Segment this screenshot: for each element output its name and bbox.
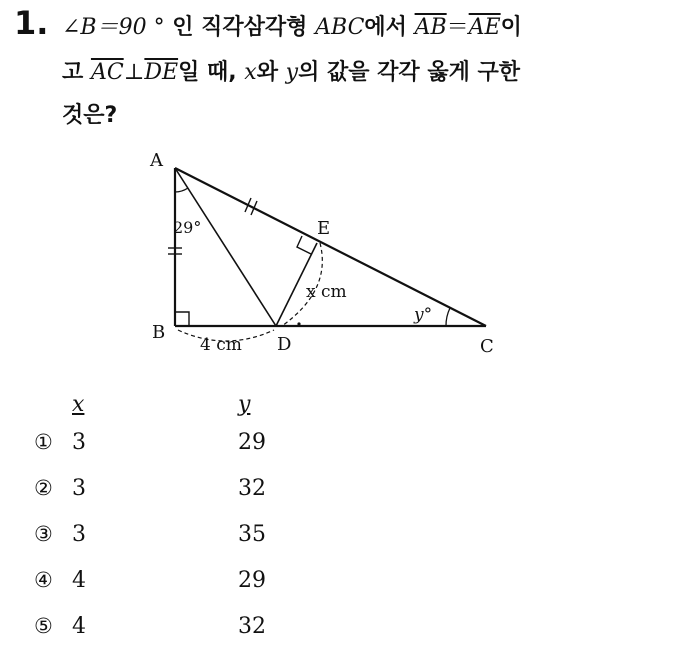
angle-label-29: 29° <box>173 218 202 237</box>
choice-x-value: 4 <box>72 568 86 593</box>
segment-ac: $\overline{AC}$ <box>90 60 124 85</box>
question-text: 에서 <box>364 15 407 40</box>
choice-row[interactable] <box>34 430 334 460</box>
point-label-c: C <box>480 336 494 357</box>
choice-x-value: 3 <box>72 430 86 455</box>
question-line-2 <box>62 55 520 86</box>
choice-x-value: 3 <box>72 522 86 547</box>
choice-mark: ③ <box>34 522 53 546</box>
question-text: 의 값을 각각 옳게 구한 <box>298 60 520 85</box>
variable-x: x <box>244 60 257 85</box>
choice-mark: ⑤ <box>34 614 53 638</box>
question-line-1 <box>62 10 522 41</box>
point-label-d: D <box>277 334 292 355</box>
equals-sign: ＝ <box>446 15 469 40</box>
choice-mark: ① <box>34 430 53 454</box>
segment-ab: $\overline{AB}$ <box>414 15 447 40</box>
choice-y-value: 29 <box>238 568 266 593</box>
point-label-b: B <box>152 322 166 343</box>
segment-ae: $\overline{AE}$ <box>468 15 501 40</box>
choice-y-value: 32 <box>238 476 266 501</box>
choice-row[interactable] <box>34 614 334 644</box>
choice-y-value: 29 <box>238 430 266 455</box>
length-label-x: x cm <box>306 282 347 302</box>
question-line-3: 것은? <box>62 103 118 128</box>
choice-mark: ② <box>34 476 53 500</box>
choice-mark: ④ <box>34 568 53 592</box>
right-angle-mark-e <box>297 236 311 254</box>
choice-y-value: 35 <box>238 522 266 547</box>
triangle-figure <box>140 140 520 360</box>
question-text: 인 직각삼각형 <box>172 15 308 40</box>
column-header-x: x <box>72 392 85 417</box>
choice-x-value: 4 <box>72 614 86 639</box>
question-number: 1. <box>14 4 49 42</box>
triangle-name: ABC <box>315 15 365 40</box>
choice-row[interactable] <box>34 568 334 598</box>
variable-y: y <box>285 60 299 85</box>
question-text: 와 <box>256 60 278 85</box>
point-label-e: E <box>317 218 331 239</box>
choice-y-value: 32 <box>238 614 266 639</box>
question-text: 일 때, <box>178 60 237 85</box>
segment-de: $\overline{DE}$ <box>144 60 179 85</box>
angle-arc-c <box>446 308 450 326</box>
angle-arc-a <box>175 188 188 192</box>
question-text: 이 <box>500 15 522 40</box>
choice-row[interactable] <box>34 522 334 552</box>
right-angle-mark-b <box>175 312 189 326</box>
choice-x-value: 3 <box>72 476 86 501</box>
length-label-bd: 4 cm <box>200 335 242 355</box>
angle-b-condition: ∠B＝90 ° <box>62 15 165 40</box>
point-label-a: A <box>150 150 163 171</box>
choice-row[interactable] <box>34 476 334 506</box>
segment-ad <box>175 168 276 326</box>
angle-label-y: y° <box>414 305 433 325</box>
perpendicular-sign: ⊥ <box>123 60 145 85</box>
angle-dot-d <box>297 322 300 325</box>
column-header-y: y <box>238 392 251 417</box>
side-ac <box>175 168 486 326</box>
question-text: 고 <box>62 60 84 85</box>
